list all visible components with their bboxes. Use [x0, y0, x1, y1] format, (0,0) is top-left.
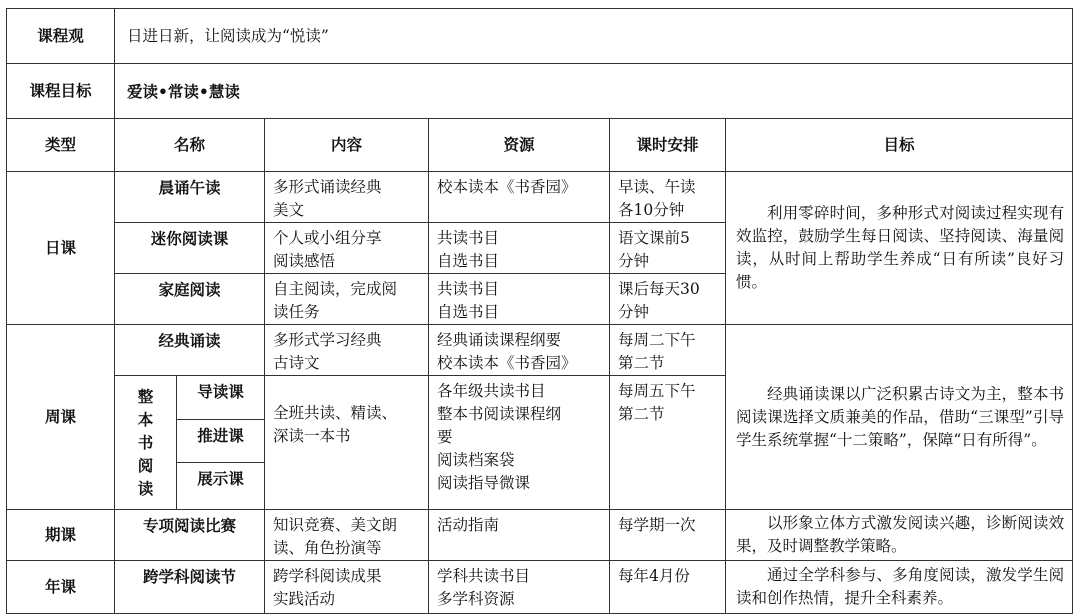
header-name: 名称: [115, 119, 265, 172]
daily-type: 日课: [7, 172, 115, 325]
weekly-classic-content: 多形式学习经典 古诗文: [265, 325, 429, 376]
yearly-type: 年课: [7, 561, 115, 614]
term-objective: 以形象立体方式激发阅读兴趣，诊断阅读效果，及时调整教学策略。: [726, 510, 1073, 561]
daily-item-schedule: 早读、午读 各10分钟: [610, 172, 726, 223]
daily-item-resource: 共读书目 自选书目: [429, 223, 610, 274]
daily-objective: 利用零碎时间，多种形式对阅读过程实现有效监控，鼓励学生每日阅读、坚持阅读、海量阅读，从时间上帮助学生养成“日有所读”良好习惯。: [726, 172, 1073, 325]
whole-book-content: 全班共读、精读、 深读一本书: [265, 376, 429, 510]
weekly-classic-schedule: 每周二下午 第二节: [610, 325, 726, 376]
term-schedule: 每学期一次: [610, 510, 726, 561]
curriculum-table: [6, 8, 1073, 614]
weekly-classic-resource: 经典诵读课程纲要 校本读本《书香园》: [429, 325, 610, 376]
daily-item-resource: 校本读本《书香园》: [429, 172, 610, 223]
weekly-classic-name: 经典诵读: [115, 325, 265, 376]
daily-item-resource: 共读书目 自选书目: [429, 274, 610, 325]
term-resource: 活动指南: [429, 510, 610, 561]
yearly-content: 跨学科阅读成果 实践活动: [265, 561, 429, 614]
daily-item-name: 家庭阅读: [115, 274, 265, 325]
daily-item-name: 晨诵午读: [115, 172, 265, 223]
whole-book-schedule: 每周五下午 第二节: [610, 376, 726, 510]
whole-book-sub-item: 推进课: [177, 420, 265, 463]
daily-item-schedule: 语文课前5 分钟: [610, 223, 726, 274]
daily-item-name: 迷你阅读课: [115, 223, 265, 274]
weekly-objective: 经典诵读课以广泛积累古诗文为主，整本书阅读课选择文质兼美的作品，借助“三课型”引导学生系统掌握“十二策略”，保障“日有所得”。: [726, 325, 1073, 510]
whole-book-sub-item: 导读课: [177, 376, 265, 420]
whole-book-sub-item: 展示课: [177, 463, 265, 510]
goal-value: 爱读•常读•慧读: [115, 64, 1073, 119]
daily-item-schedule: 课后每天30 分钟: [610, 274, 726, 325]
concept-value: 日进日新，让阅读成为“悦读”: [115, 9, 1073, 64]
term-content: 知识竞赛、美文朗 读、角色扮演等: [265, 510, 429, 561]
whole-book-resource: 各年级共读书目 整本书阅读课程纲 要 阅读档案袋 阅读指导微课: [429, 376, 610, 510]
header-objective: 目标: [726, 119, 1073, 172]
term-name: 专项阅读比赛: [115, 510, 265, 561]
header-resource: 资源: [429, 119, 610, 172]
daily-item-content: 自主阅读，完成阅 读任务: [265, 274, 429, 325]
header-schedule: 课时安排: [610, 119, 726, 172]
header-content: 内容: [265, 119, 429, 172]
daily-item-content: 个人或小组分享 阅读感悟: [265, 223, 429, 274]
header-type: 类型: [7, 119, 115, 172]
whole-book-label: 整 本 书 阅 读: [115, 376, 177, 510]
weekly-type: 周课: [7, 325, 115, 510]
goal-label: 课程目标: [7, 64, 115, 119]
yearly-objective: 通过全学科参与、多角度阅读，激发学生阅读和创作热情，提升全科素养。: [726, 561, 1073, 614]
yearly-schedule: 每年4月份: [610, 561, 726, 614]
yearly-name: 跨学科阅读节: [115, 561, 265, 614]
yearly-resource: 学科共读书目 多学科资源: [429, 561, 610, 614]
concept-label: 课程观: [7, 9, 115, 64]
term-type: 期课: [7, 510, 115, 561]
daily-item-content: 多形式诵读经典 美文: [265, 172, 429, 223]
